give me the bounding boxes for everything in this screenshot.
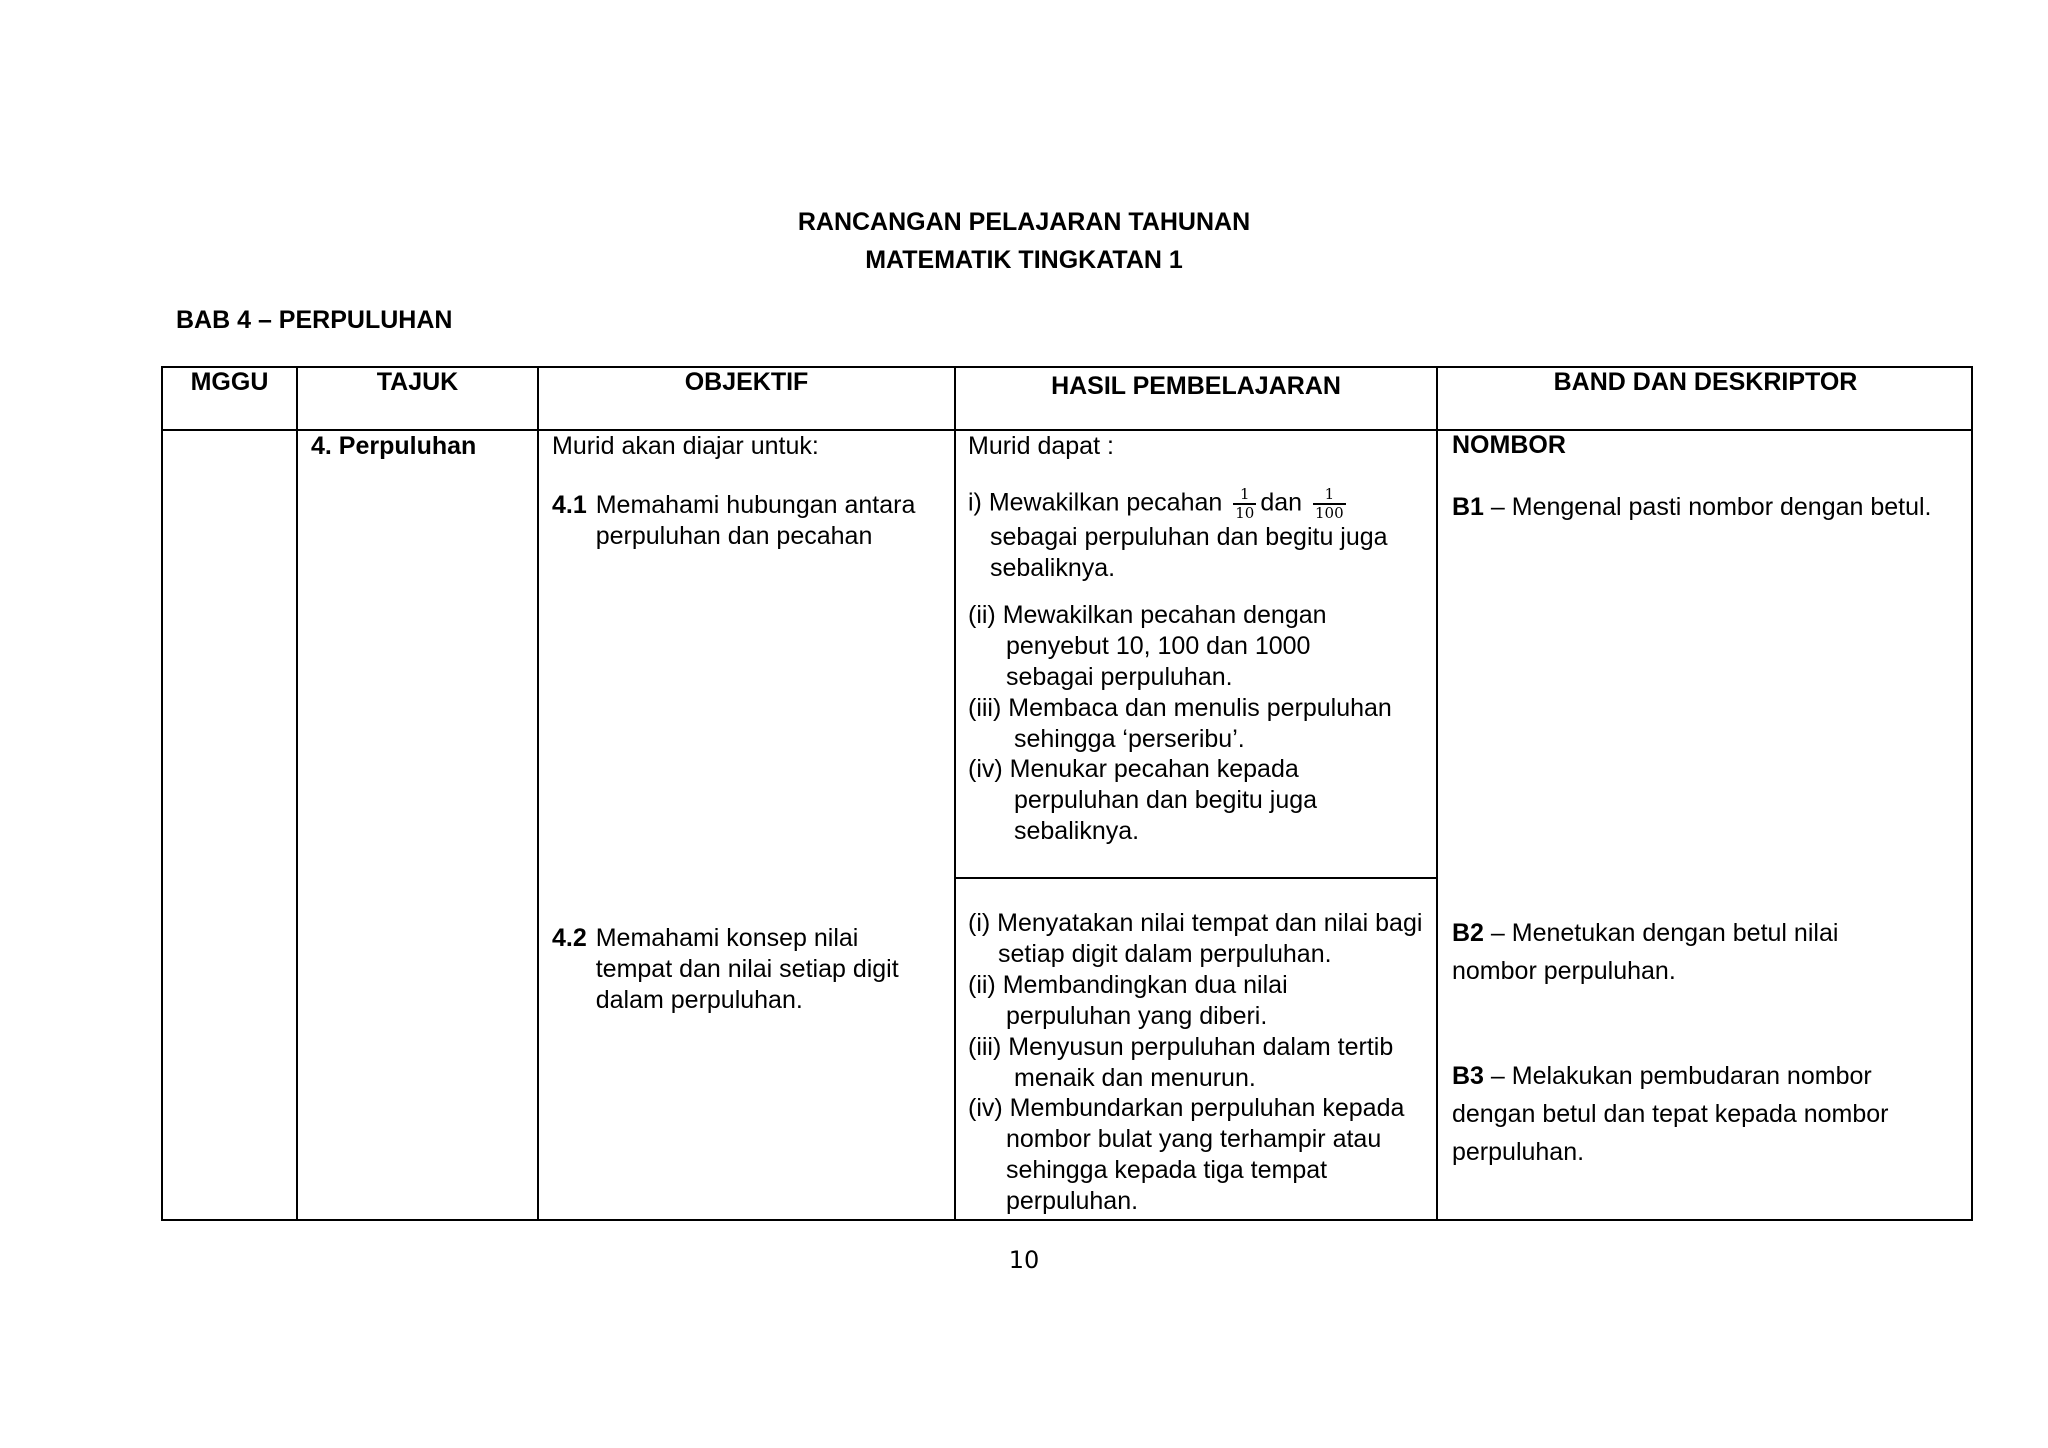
header-tajuk: TAJUK	[376, 368, 459, 396]
band-code: B1	[1452, 493, 1484, 521]
header-objektif: OBJEKTIF	[684, 368, 809, 396]
fraction-denominator: 100	[1315, 503, 1344, 522]
topic-title: 4. Perpuluhan	[311, 432, 477, 460]
objective-intro: Murid akan diajar untuk:	[552, 432, 819, 460]
outcome-item: (iv) Menukar pecahan kepada perpuluhan dan begitu juga sebaliknya.	[968, 755, 1318, 845]
band-item	[1452, 488, 1932, 526]
col-divider-1	[296, 366, 298, 1221]
objective-item	[552, 490, 947, 552]
header-mggu: MGGU	[190, 368, 269, 396]
objective-number: 4.1	[552, 491, 587, 519]
header-band-deskriptor: BAND DAN DESKRIPTOR	[1553, 368, 1858, 396]
band-code: B3	[1452, 1062, 1484, 1090]
objective-item	[552, 923, 947, 1016]
page-number: 10	[1008, 1246, 1040, 1274]
objective-number: 4.2	[552, 924, 587, 952]
objective-text: Memahami hubungan antara perpuluhan dan pecahan	[595, 491, 916, 550]
header-hasil-pembelajaran: HASIL PEMBELAJARAN	[1051, 372, 1341, 400]
outcome-text: i) Mewakilkan pecahan	[968, 488, 1223, 517]
fraction-one-hundredth	[1313, 486, 1346, 522]
document-subtitle: MATEMATIK TINGKATAN 1	[865, 246, 1183, 274]
hasil-row-divider	[954, 877, 1438, 879]
objective-text: Memahami konsep nilai tempat dan nilai setiap digit dalam perpuluhan.	[595, 924, 899, 1014]
outcome-item: (ii) Membandingkan dua nilai perpuluhan yang diberi.	[968, 971, 1288, 1030]
band-text: – Melakukan pembudaran nombor dengan betul dan tepat kepada nombor perpuluhan.	[1452, 1062, 1889, 1166]
band-text: – Mengenal pasti nombor dengan betul.	[1483, 493, 1932, 521]
fraction-denominator: 10	[1235, 503, 1255, 522]
outcome-item: (iii) Menyusun perpuluhan dalam tertib menaik dan menurun.	[968, 1033, 1394, 1092]
outcome-text: dan	[1260, 488, 1303, 517]
document-title: RANCANGAN PELAJARAN TAHUNAN	[797, 208, 1251, 236]
band-heading: NOMBOR	[1452, 431, 1566, 459]
col-divider-4	[1436, 366, 1438, 1221]
chapter-heading: BAB 4 – PERPULUHAN	[176, 306, 453, 334]
outcome-item	[968, 486, 1428, 584]
outcome-item: (i) Menyatakan nilai tempat dan nilai bagi setiap digit dalam perpuluhan.	[968, 909, 1423, 968]
fraction-numerator: 1	[1324, 485, 1335, 503]
col-divider-3	[954, 366, 956, 1221]
fraction-numerator: 1	[1240, 485, 1250, 503]
band-code: B2	[1452, 919, 1484, 947]
outcome-item: (iii) Membaca dan menulis perpuluhan sehingga ‘perseribu’.	[968, 694, 1392, 753]
fraction-one-tenth	[1233, 486, 1256, 522]
band-item	[1452, 914, 1922, 990]
band-item	[1452, 1057, 1942, 1171]
outcome-text: sebagai perpuluhan dan begitu juga sebaliknya.	[990, 522, 1388, 582]
band-text: – Menetukan dengan betul nilai nombor perpuluhan.	[1452, 919, 1839, 985]
col-divider-2	[537, 366, 539, 1221]
outcome-item: (iv) Membundarkan perpuluhan kepada nombor bulat yang terhampir atau sehingga kepada tiga tempat perpuluhan.	[968, 1094, 1405, 1215]
outcomes-intro: Murid dapat :	[968, 432, 1114, 460]
outcome-item: (ii) Mewakilkan pecahan dengan penyebut 10, 100 dan 1000 sebagai perpuluhan.	[968, 601, 1327, 691]
